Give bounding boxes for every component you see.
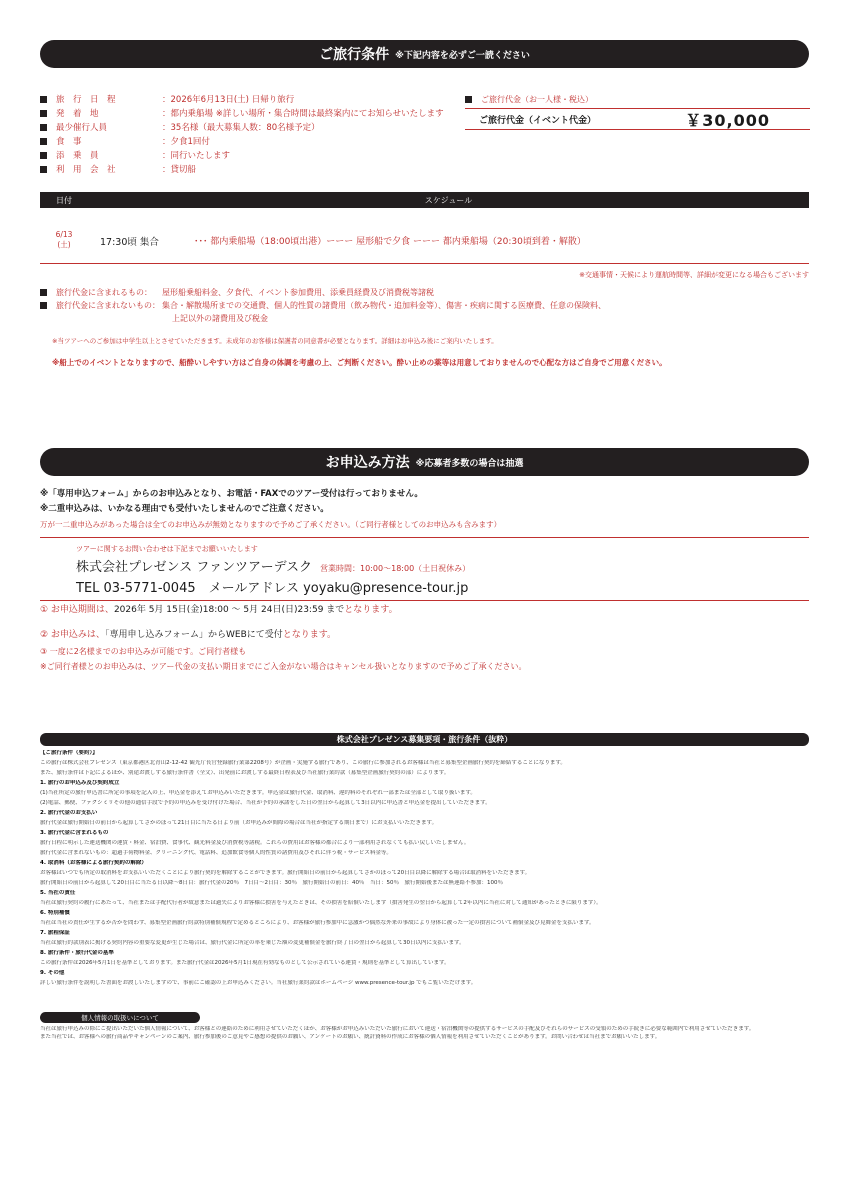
condition-value: ：貸切船 [162, 165, 197, 175]
condition-label: 旅 行 日 程 [56, 95, 116, 105]
bullet-square-icon [40, 302, 47, 309]
price-box [465, 92, 810, 130]
privacy-line: 当社は旅行申込みの際にご提出いただいた個人情報について、お客様との連絡のために利用させていただくほか、お客様がお申込みいただいた旅行において運送・宿泊機関等の提供するサービスの手配及びそれらのサービスの受領のための手続きに必要な範囲内で利用させていただきます。 [40, 1026, 755, 1032]
condition-label: 利 用 会 社 [56, 165, 116, 175]
schedule-row [40, 208, 809, 264]
condition-value: ：都内乗船場 ※詳しい場所・集合時間は最終案内にてお知らせいたします [162, 109, 444, 119]
bullet-square-icon [40, 96, 47, 103]
price-label: ご旅行代金（イベント代金） [479, 115, 597, 126]
step-form-method: 「専用申し込みフォーム」からWEBにて受付 [104, 630, 283, 640]
step-companion: ③ 一度に2名様までのお申込みが可能です。ご同行者様も [40, 647, 247, 656]
condition-label: 食 事 [56, 137, 82, 147]
terms-line: この旅行条件は2026年5月1日を基準としております。また旅行代金は2026年5月1日現在有効なものとして公示されている運賃・規則を基準として算出しています。 [40, 960, 450, 966]
step-form-prefix: ② お申込みは、 [40, 630, 105, 640]
condition-label: 発 着 地 [56, 109, 99, 119]
schedule-table [40, 192, 809, 264]
terms-line: 6. 特別補償 [40, 910, 70, 916]
contact-company [76, 556, 809, 575]
privacy-header: 個人情報の取扱いについて [40, 1012, 200, 1023]
included-label: 旅行代金に含まれるもの： [56, 288, 152, 297]
step-companion-note: ※ご同行者様とのお申込みは、ツアー代金の支払い期日までにご入金がない場合はキャンセル扱いとなりますので予めご了承ください。 [40, 662, 527, 671]
included-row [40, 286, 809, 299]
terms-body [40, 750, 809, 1000]
step-form-suffix: となります。 [282, 630, 337, 640]
bullet-square-icon [40, 110, 47, 117]
terms-line: 2. 旅行代金のお支払い [40, 810, 98, 816]
price-heading-text: ご旅行代金（お一人様・税込） [481, 94, 593, 104]
schedule-date-day: 6/13 [55, 230, 73, 239]
step-period-prefix: ① お申込期間は、 [40, 605, 114, 615]
terms-line: 7. 旅程保証 [40, 930, 70, 936]
terms-line: 3. 旅行代金に含まれるもの [40, 830, 109, 836]
terms-line: 旅行代金に含まれないもの：超過手荷物料金、クリーニング代、電話料、追加飲食等個人的性質の諸費用及びそれに伴う税・サービス料金等。 [40, 850, 392, 856]
terms-line: 9. その他 [40, 970, 65, 976]
application-note-duplicate: ※二重申込みは、いかなる理由でも受付いたしませんのでご注意ください。 [40, 504, 329, 514]
schedule-header [40, 192, 809, 208]
application-header [40, 448, 809, 476]
condition-row [40, 120, 460, 134]
schedule-date-weekday: (土) [57, 240, 71, 249]
age-note: ※当ツアーへのご参加は中学生以上とさせていただきます。未成年のお客様は保護者の同意書が必要となります。詳細はお申込み後にご案内いたします。 [52, 337, 498, 345]
application-subtitle: ※応募者多数の場合は抽選 [415, 458, 524, 469]
condition-label: 添 乗 員 [56, 151, 99, 161]
condition-row [40, 148, 460, 162]
terms-line: お客様はいつでも所定の取消料をお支払いいただくことにより旅行契約を解除することができます。旅行開始日の前日から起算してさかのぼって20日目以降に解除する場合は取消料をいただきます。 [40, 870, 531, 876]
terms-header: 株式会社プレゼンス募集要項・旅行条件（抜粋） [40, 733, 809, 746]
application-title: お申込み方法 [325, 455, 410, 471]
terms-line: 旅行日程に明示した運送機関の運賃・料金、宿泊費、食事代、観光料金及び消費税等諸税。これらの費用はお客様の都合により一部利用されなくても払い戻しいたしません。 [40, 840, 470, 846]
terms-line: 8. 旅行条件・旅行代金の基準 [40, 950, 114, 956]
condition-value: ：35名様（最大募集人数：80名様予定） [162, 123, 320, 133]
travel-conditions-subtitle: ※下記内容を必ずご一読ください [395, 50, 530, 61]
terms-line: 当社は当社の責任が生ずるか否かを問わず、募集型企画旅行約款特別補償規程で定めるところにより、お客様が旅行参加中に急激かつ偶然な外来の事故により身体に被った一定の損害について補償金及び見舞金を支払います。 [40, 920, 595, 926]
privacy-line: また当社では、お客様への旅行商品やキャンペーンのご案内、旅行参加後のご意見やご感想の提供のお願い、アンケートのお願い、統計資料の作成にお客様の個人情報を利用させていただくことがあります。お問い合わせは当社までお願いいたします。 [40, 1033, 661, 1040]
condition-row [40, 162, 460, 176]
contact-box [40, 537, 809, 601]
step-period-suffix: となります。 [344, 605, 398, 615]
condition-value: ：同行いたします [162, 151, 231, 161]
schedule-time: 17:30頃 集合 [100, 237, 159, 248]
terms-line: この旅行は株式会社プレゼンス（東京都港区北青山2-12-42 観光庁長官登録旅行業第2208号）が企画・実施する旅行であり、この旅行に参加されるお客様は当社と募集型企画旅行契約を締結することになります。 [40, 760, 566, 766]
included-value: 屋形船乗船料金、夕食代、イベント参加費用、添乗員経費及び消費税等諸税 [162, 288, 434, 297]
bullet-square-icon [40, 152, 47, 159]
business-hours: 営業時間：10:00～18:00（土日祝休み） [320, 564, 471, 573]
travel-conditions-header [40, 40, 809, 68]
terms-line: 旅行開始日の前日から起算して20日目に当たる日以降～8日目：旅行代金の20％ 7日目～2日目：30％ 旅行開始日の前日：40％ 当日：50％ 旅行開始後または無連絡不参加：100％ [40, 880, 503, 886]
terms-line: 当社は旅行約款別表に掲げる契約内容の重要な変更が生じた場合は、旅行代金に所定の率を乗じた額の変更補償金を旅行終了日の翌日から起算して30日以内に支払います。 [40, 940, 465, 946]
schedule-detail: ･･･ 都内乗船場（18:00頃出港）ーーー 屋形船で夕食 ーーー 都内乗船場（20:30頃到着・解散） [194, 237, 586, 247]
step-form [40, 627, 336, 640]
terms-line: 当社は旅行契約の履行にあたって、当社または手配代行者が故意または過失によりお客様に損害を与えたときは、その損害を賠償いたします（損害発生の翌日から起算して2年以内に当社に対して通知があったときに限ります）。 [40, 900, 602, 906]
terms-line: 1. 旅行のお申込み及び契約成立 [40, 780, 120, 786]
step-period-dates: 2026年 5月 15日(金)18:00 ～ 5月 24日(日)23:59 まで [113, 605, 345, 615]
bullet-square-icon [40, 289, 47, 296]
contact-tel-email: TEL 03-5771-0045 メールアドレス yoyaku@presence-tour.jp [76, 581, 469, 596]
bullet-square-icon [465, 96, 472, 103]
bullet-square-icon [40, 166, 47, 173]
bullet-square-icon [40, 124, 47, 131]
terms-line: 5. 当社の責任 [40, 890, 76, 896]
condition-row [40, 106, 460, 120]
schedule-col-date: 日付 [56, 195, 72, 205]
excluded-value-continued: 上記以外の諸費用及び税金 [172, 314, 268, 323]
price-value: ￥30,000 [685, 110, 770, 130]
inclusions [40, 286, 809, 325]
price-row [465, 108, 810, 130]
travel-conditions-title: ご旅行条件 [319, 47, 390, 63]
condition-row [40, 92, 460, 106]
excluded-label: 旅行代金に含まれないもの： [56, 301, 160, 310]
terms-line: (1)当社所定の旅行申込書に所定の事項を記入の上、申込金を添えてお申込みいただきます。申込金は旅行代金、取消料、違約料のそれぞれ一部または全部として取り扱います。 [40, 790, 476, 796]
condition-value: ：夕食1回付 [162, 137, 210, 147]
schedule-date [40, 230, 88, 250]
schedule-col-schedule: スケジュール [424, 195, 473, 205]
price-heading [465, 92, 810, 106]
bullet-square-icon [40, 138, 47, 145]
terms-line: 旅行代金は旅行開始日の前日から起算してさかのぼって21日目に当たる日より前（お申込みが間際の場合は当社が指定する期日まで）にお支払いいただきます。 [40, 820, 438, 826]
terms-line: 詳しい旅行条件を説明した書面をお渡しいたしますので、事前にご確認の上お申込みください。当社旅行業約款はホームページ www.presence-tour.jp でもご覧いただけます。 [40, 980, 477, 986]
application-note-form: ※「専用申込フォーム」からのお申込みとなり、お電話・FAXでのツアー受付は行っておりません。 [40, 489, 423, 499]
contact-lead: ツアーに関するお問い合わせは下記までお願いいたします [76, 545, 258, 553]
excluded-row [40, 299, 809, 312]
schedule-note: ※交通事情・天候により運航時間等、詳細が変更になる場合もございます [579, 271, 809, 279]
condition-row [40, 134, 460, 148]
excluded-value: 集合・解散場所までの交通費、個人的性質の諸費用（飲み物代・追加料金等）、傷害・疾病に関する医療費、任意の保険料、 [162, 301, 606, 310]
application-note-duplicate-detail: 万が一二重申込みがあった場合は全てのお申込みが無効となりますので予めご了承ください。（ご同行者様としてのお申込みも含みます） [40, 520, 502, 529]
privacy-body [40, 1026, 809, 1041]
travel-conditions-list [40, 92, 460, 176]
terms-line: (2)電話、郵便、ファクシミリその他の通信手段で予約の申込みを受け付けた場合、当社が予約の承諾をした日の翌日から起算して3日以内に申込書と申込金を提出していただきます。 [40, 800, 491, 806]
terms-line: 4. 取消料（お客様による旅行契約の解除） [40, 860, 147, 866]
company-name: 株式会社プレゼンス ファンツアーデスク [76, 560, 313, 575]
terms-line: 【ご旅行条件（要約）】 [40, 750, 98, 756]
seasickness-warning: ※船上でのイベントとなりますので、船酔いしやすい方はご自身の体調を考慮の上、ご判断ください。酔い止めの薬等は用意しておりませんので心配な方はご自身でご用意ください。 [52, 358, 667, 367]
step-period [40, 602, 398, 615]
application-notes [40, 487, 809, 532]
condition-label: 最少催行人員 [56, 123, 108, 133]
condition-value: ：2026年6月13日(土) 日帰り旅行 [162, 95, 295, 105]
terms-line: また、旅行条件は下記によるほか、別途お渡しする旅行条件書（全文）、出発前にお渡しする最終日程表及び当社旅行業約款（募集型企画旅行契約の部）によります。 [40, 770, 450, 776]
